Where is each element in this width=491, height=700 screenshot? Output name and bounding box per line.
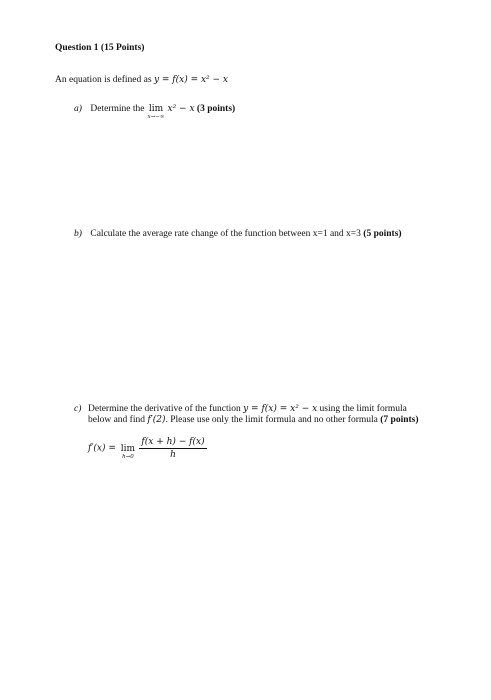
formula-lhs: f′(x) = (88, 443, 119, 454)
intro-equation: y = f(x) = x² − x (153, 75, 228, 85)
part-c-label: c) (74, 404, 82, 414)
part-a-text: Determine the (90, 104, 145, 114)
limit-formula (88, 437, 207, 469)
part-a (74, 104, 236, 120)
formula-lim-subscript: h→0 (122, 453, 134, 460)
part-a-expression: x² − x (167, 104, 195, 114)
part-c-line2-equation: f′(2) (147, 415, 166, 425)
part-a-label: a) (74, 104, 82, 114)
question-title: Question 1 (15 Points) (55, 43, 145, 53)
formula-lim: lim (120, 443, 136, 454)
question-intro (55, 75, 228, 85)
part-c-line1-text: Determine the derivative of the function (88, 404, 244, 414)
part-c-line2-text-end: . Please use only the limit formula and no other formula (165, 415, 378, 425)
part-a-lim: lim (148, 104, 164, 114)
part-c-line1 (74, 404, 407, 414)
part-b-text: Calculate the average rate change of the function between x=1 and x=3 (90, 229, 361, 239)
part-b (74, 229, 402, 239)
part-b-points: (5 points) (363, 229, 402, 239)
formula-numerator: f(x + h) − f(x) (141, 437, 205, 447)
part-c-line2 (88, 415, 419, 425)
part-b-label: b) (74, 229, 82, 239)
part-c-line2-text: below and find (88, 415, 148, 425)
part-c-line1-equation: y = f(x) = x² − x (243, 404, 318, 414)
part-c-line1-text-end: using the limit formula (317, 404, 407, 414)
formula-limit (120, 443, 136, 460)
formula-denominator: h (170, 450, 176, 460)
part-a-points: (3 points) (196, 104, 236, 114)
part-a-limit (147, 104, 165, 120)
intro-text: An equation is defined as (55, 75, 154, 85)
formula-fraction (139, 437, 206, 460)
part-c-points: (7 points) (380, 415, 419, 425)
part-a-lim-subscript: x→−∞ (147, 114, 165, 120)
